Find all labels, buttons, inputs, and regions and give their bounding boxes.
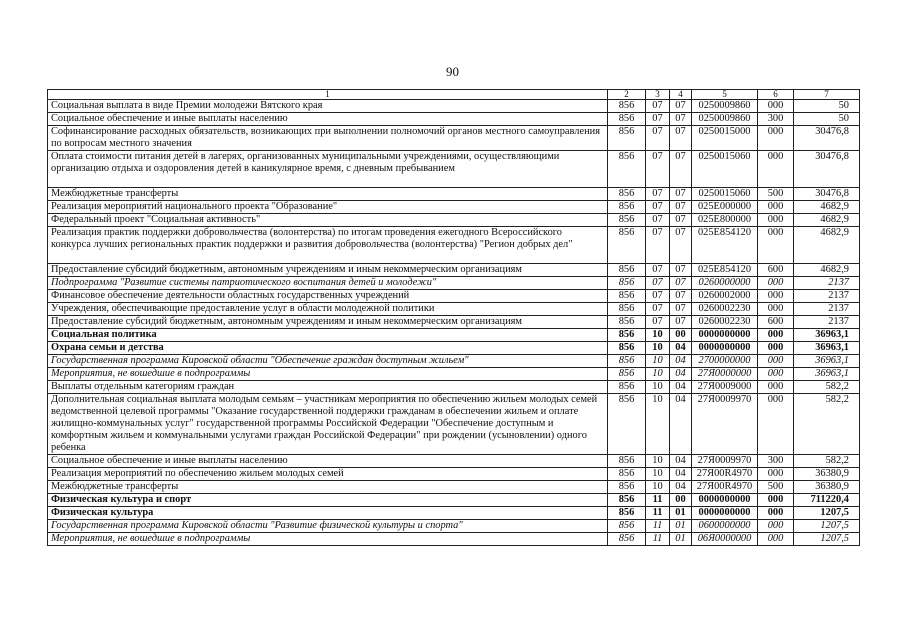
row-article-cell: 27Я0009970	[692, 394, 758, 455]
budget-table	[47, 89, 860, 546]
table-row	[48, 494, 860, 507]
row-section-cell: 10	[646, 481, 670, 494]
row-type-cell: 600	[758, 264, 794, 277]
row-code-cell: 856	[608, 201, 646, 214]
row-article-cell: 27Я0000000	[692, 368, 758, 381]
row-section-cell: 11	[646, 507, 670, 520]
row-code-cell: 856	[608, 316, 646, 329]
row-article-cell: 0000000000	[692, 342, 758, 355]
row-code-cell: 856	[608, 342, 646, 355]
row-subsection-cell: 04	[670, 481, 692, 494]
row-subsection-cell: 07	[670, 100, 692, 113]
row-article-cell: 0000000000	[692, 494, 758, 507]
row-sum-cell: 582,2	[794, 394, 860, 455]
row-name-cell: Выплаты отдельным категориям граждан	[48, 381, 608, 394]
row-section-cell: 10	[646, 355, 670, 368]
row-section-cell: 07	[646, 277, 670, 290]
row-code-cell: 856	[608, 494, 646, 507]
row-code-cell: 856	[608, 329, 646, 342]
row-code-cell: 856	[608, 290, 646, 303]
row-article-cell: 06Я0000000	[692, 533, 758, 546]
row-code-cell: 856	[608, 126, 646, 151]
row-type-cell: 000	[758, 381, 794, 394]
row-article-cell: 0000000000	[692, 507, 758, 520]
row-section-cell: 10	[646, 368, 670, 381]
row-article-cell: 0250009860	[692, 113, 758, 126]
row-article-cell: 27Я00R4970	[692, 481, 758, 494]
row-article-cell: 0250015000	[692, 126, 758, 151]
row-article-cell: 025E854120	[692, 264, 758, 277]
row-name-cell: Государственная программа Кировской области "Обеспечение граждан доступным жильем"	[48, 355, 608, 368]
row-subsection-cell: 07	[670, 277, 692, 290]
row-sum-cell: 36380,9	[794, 481, 860, 494]
row-type-cell: 000	[758, 100, 794, 113]
row-name-cell: Реализация мероприятий национального проекта "Образование"	[48, 201, 608, 214]
header-cell: 3	[646, 90, 670, 100]
row-code-cell: 856	[608, 214, 646, 227]
row-type-cell: 000	[758, 214, 794, 227]
table-row	[48, 342, 860, 355]
row-type-cell: 000	[758, 355, 794, 368]
row-name-cell: Дополнительная социальная выплата молодым семьям – участникам мероприятия по обеспечению жильем молодых семей ведомственной целевой программы "Оказание государственной поддержки гражданам в обеспечении жильем и оплате жилищно-коммунальных услуг" государственной программы Российской Федерации "Обеспечение доступным и комфортным жильем и коммунальными услугами граждан Российской Федерации" при рождении (усыновлении) одного ребенка	[48, 394, 608, 455]
row-code-cell: 856	[608, 227, 646, 264]
row-section-cell: 07	[646, 126, 670, 151]
row-name-cell: Софинансирование расходных обязательств, возникающих при выполнении полномочий органов местного самоуправления по вопросам местного значения	[48, 126, 608, 151]
row-type-cell: 000	[758, 126, 794, 151]
row-type-cell: 000	[758, 468, 794, 481]
row-section-cell: 10	[646, 468, 670, 481]
row-article-cell: 0000000000	[692, 329, 758, 342]
row-name-cell: Мероприятия, не вошедшие в подпрограммы	[48, 533, 608, 546]
row-subsection-cell: 07	[670, 201, 692, 214]
row-name-cell: Межбюджетные трансферты	[48, 481, 608, 494]
row-name-cell: Федеральный проект "Социальная активность"	[48, 214, 608, 227]
table-row	[48, 533, 860, 546]
row-name-cell: Финансовое обеспечение деятельности областных государственных учреждений	[48, 290, 608, 303]
table-row	[48, 277, 860, 290]
row-name-cell: Межбюджетные трансферты	[48, 188, 608, 201]
row-section-cell: 07	[646, 264, 670, 277]
row-type-cell: 000	[758, 277, 794, 290]
table-row	[48, 214, 860, 227]
row-code-cell: 856	[608, 100, 646, 113]
row-subsection-cell: 07	[670, 290, 692, 303]
table-row	[48, 227, 860, 264]
row-type-cell: 300	[758, 113, 794, 126]
table-row	[48, 468, 860, 481]
row-sum-cell: 30476,8	[794, 188, 860, 201]
row-section-cell: 10	[646, 342, 670, 355]
row-name-cell: Реализация мероприятий по обеспечению жильем молодых семей	[48, 468, 608, 481]
row-subsection-cell: 00	[670, 494, 692, 507]
row-section-cell: 07	[646, 214, 670, 227]
row-type-cell: 000	[758, 201, 794, 214]
row-code-cell: 856	[608, 468, 646, 481]
row-code-cell: 856	[608, 264, 646, 277]
row-sum-cell: 36963,1	[794, 329, 860, 342]
row-name-cell: Социальное обеспечение и иные выплаты населению	[48, 455, 608, 468]
row-article-cell: 0260000000	[692, 277, 758, 290]
row-article-cell: 0600000000	[692, 520, 758, 533]
header-cell: 1	[48, 90, 608, 100]
row-article-cell: 0260002230	[692, 316, 758, 329]
row-subsection-cell: 07	[670, 264, 692, 277]
row-section-cell: 07	[646, 316, 670, 329]
row-sum-cell: 4682,9	[794, 264, 860, 277]
row-article-cell: 0250015060	[692, 188, 758, 201]
table-row	[48, 100, 860, 113]
row-article-cell: 2700000000	[692, 355, 758, 368]
row-sum-cell: 582,2	[794, 455, 860, 468]
row-sum-cell: 36380,9	[794, 468, 860, 481]
row-section-cell: 10	[646, 329, 670, 342]
row-section-cell: 10	[646, 381, 670, 394]
row-section-cell: 11	[646, 533, 670, 546]
table-row	[48, 126, 860, 151]
row-code-cell: 856	[608, 507, 646, 520]
row-type-cell: 000	[758, 151, 794, 188]
row-sum-cell: 50	[794, 113, 860, 126]
row-sum-cell: 50	[794, 100, 860, 113]
row-subsection-cell: 04	[670, 394, 692, 455]
table-row	[48, 520, 860, 533]
row-sum-cell: 30476,8	[794, 126, 860, 151]
table-row	[48, 394, 860, 455]
row-code-cell: 856	[608, 113, 646, 126]
header-cell: 2	[608, 90, 646, 100]
row-subsection-cell: 01	[670, 533, 692, 546]
table-row	[48, 188, 860, 201]
row-section-cell: 11	[646, 520, 670, 533]
header-cell: 4	[670, 90, 692, 100]
row-sum-cell: 582,2	[794, 381, 860, 394]
row-type-cell: 000	[758, 303, 794, 316]
row-type-cell: 000	[758, 368, 794, 381]
row-subsection-cell: 07	[670, 303, 692, 316]
row-name-cell: Физическая культура	[48, 507, 608, 520]
table-row	[48, 316, 860, 329]
row-type-cell: 300	[758, 455, 794, 468]
row-name-cell: Охрана семьи и детства	[48, 342, 608, 355]
row-code-cell: 856	[608, 277, 646, 290]
table-row	[48, 201, 860, 214]
row-name-cell: Физическая культура и спорт	[48, 494, 608, 507]
row-type-cell: 000	[758, 533, 794, 546]
row-code-cell: 856	[608, 394, 646, 455]
table-row	[48, 303, 860, 316]
row-sum-cell: 36963,1	[794, 368, 860, 381]
row-section-cell: 07	[646, 151, 670, 188]
row-subsection-cell: 04	[670, 368, 692, 381]
row-type-cell: 500	[758, 188, 794, 201]
row-sum-cell: 4682,9	[794, 201, 860, 214]
table-row	[48, 264, 860, 277]
row-subsection-cell: 07	[670, 113, 692, 126]
table-row	[48, 507, 860, 520]
row-sum-cell: 30476,8	[794, 151, 860, 188]
row-sum-cell: 1207,5	[794, 507, 860, 520]
row-subsection-cell: 00	[670, 329, 692, 342]
table-row	[48, 381, 860, 394]
row-subsection-cell: 04	[670, 381, 692, 394]
row-type-cell: 000	[758, 342, 794, 355]
row-code-cell: 856	[608, 481, 646, 494]
row-type-cell: 000	[758, 507, 794, 520]
row-subsection-cell: 01	[670, 520, 692, 533]
row-name-cell: Предоставление субсидий бюджетным, автономным учреждениям и иным некоммерческим организациям	[48, 316, 608, 329]
row-section-cell: 07	[646, 290, 670, 303]
row-name-cell: Мероприятия, не вошедшие в подпрограммы	[48, 368, 608, 381]
row-section-cell: 07	[646, 201, 670, 214]
header-cell: 6	[758, 90, 794, 100]
row-name-cell: Предоставление субсидий бюджетным, автономным учреждениям и иным некоммерческим организациям	[48, 264, 608, 277]
row-subsection-cell: 07	[670, 126, 692, 151]
table-row	[48, 151, 860, 188]
row-section-cell: 11	[646, 494, 670, 507]
table-row	[48, 290, 860, 303]
row-section-cell: 10	[646, 394, 670, 455]
row-subsection-cell: 01	[670, 507, 692, 520]
row-code-cell: 856	[608, 355, 646, 368]
row-code-cell: 856	[608, 533, 646, 546]
row-code-cell: 856	[608, 368, 646, 381]
row-article-cell: 025E854120	[692, 227, 758, 264]
row-type-cell: 000	[758, 494, 794, 507]
row-section-cell: 07	[646, 188, 670, 201]
row-sum-cell: 1207,5	[794, 533, 860, 546]
row-article-cell: 27Я00R4970	[692, 468, 758, 481]
table-row	[48, 368, 860, 381]
header-cell: 7	[794, 90, 860, 100]
row-code-cell: 856	[608, 303, 646, 316]
row-subsection-cell: 07	[670, 214, 692, 227]
row-code-cell: 856	[608, 151, 646, 188]
row-name-cell: Социальная выплата в виде Премии молодежи Вятского края	[48, 100, 608, 113]
row-sum-cell: 4682,9	[794, 214, 860, 227]
row-sum-cell: 1207,5	[794, 520, 860, 533]
row-article-cell: 025E000000	[692, 201, 758, 214]
row-section-cell: 07	[646, 227, 670, 264]
row-subsection-cell: 04	[670, 455, 692, 468]
row-article-cell: 0250015060	[692, 151, 758, 188]
row-name-cell: Социальное обеспечение и иные выплаты населению	[48, 113, 608, 126]
row-sum-cell: 711220,4	[794, 494, 860, 507]
row-article-cell: 0250009860	[692, 100, 758, 113]
row-name-cell: Подпрограмма "Развитие системы патриотического воспитания детей и молодежи"	[48, 277, 608, 290]
row-name-cell: Социальная политика	[48, 329, 608, 342]
row-type-cell: 000	[758, 329, 794, 342]
table-header-row	[48, 90, 860, 100]
row-name-cell: Реализация практик поддержки добровольчества (волонтерства) по итогам проведения ежегодного Всероссийского конкурса лучших региональных практик поддержки и развития добровольчества (волонтерства) "Регион добрых дел"	[48, 227, 608, 264]
row-name-cell: Учреждения, обеспечивающие предоставление услуг в области молодежной политики	[48, 303, 608, 316]
row-sum-cell: 2137	[794, 277, 860, 290]
row-name-cell: Оплата стоимости питания детей в лагерях, организованных муниципальными учреждениями, осуществляющими организацию отдыха и оздоровления детей в каникулярное время, с дневным пребыванием	[48, 151, 608, 188]
row-type-cell: 500	[758, 481, 794, 494]
row-subsection-cell: 07	[670, 188, 692, 201]
page-number: 90	[446, 64, 459, 79]
row-code-cell: 856	[608, 455, 646, 468]
row-subsection-cell: 04	[670, 342, 692, 355]
row-section-cell: 07	[646, 113, 670, 126]
row-code-cell: 856	[608, 381, 646, 394]
row-section-cell: 10	[646, 455, 670, 468]
row-subsection-cell: 07	[670, 316, 692, 329]
row-subsection-cell: 07	[670, 151, 692, 188]
row-type-cell: 000	[758, 394, 794, 455]
row-sum-cell: 2137	[794, 290, 860, 303]
row-sum-cell: 2137	[794, 303, 860, 316]
row-subsection-cell: 04	[670, 468, 692, 481]
row-article-cell: 025E800000	[692, 214, 758, 227]
row-sum-cell: 36963,1	[794, 342, 860, 355]
table-row	[48, 113, 860, 126]
row-sum-cell: 4682,9	[794, 227, 860, 264]
row-subsection-cell: 07	[670, 227, 692, 264]
table-row	[48, 481, 860, 494]
table-row	[48, 329, 860, 342]
row-type-cell: 000	[758, 290, 794, 303]
row-article-cell: 0260002000	[692, 290, 758, 303]
row-article-cell: 0260002230	[692, 303, 758, 316]
row-name-cell: Государственная программа Кировской области "Развитие физической культуры и спорта"	[48, 520, 608, 533]
row-type-cell: 000	[758, 227, 794, 264]
row-sum-cell: 2137	[794, 316, 860, 329]
row-type-cell: 600	[758, 316, 794, 329]
header-cell: 5	[692, 90, 758, 100]
row-code-cell: 856	[608, 188, 646, 201]
row-sum-cell: 36963,1	[794, 355, 860, 368]
row-section-cell: 07	[646, 100, 670, 113]
row-article-cell: 27Я0009970	[692, 455, 758, 468]
row-code-cell: 856	[608, 520, 646, 533]
row-article-cell: 27Я0009000	[692, 381, 758, 394]
table-row	[48, 455, 860, 468]
row-type-cell: 000	[758, 520, 794, 533]
table-row	[48, 355, 860, 368]
row-subsection-cell: 04	[670, 355, 692, 368]
row-section-cell: 07	[646, 303, 670, 316]
